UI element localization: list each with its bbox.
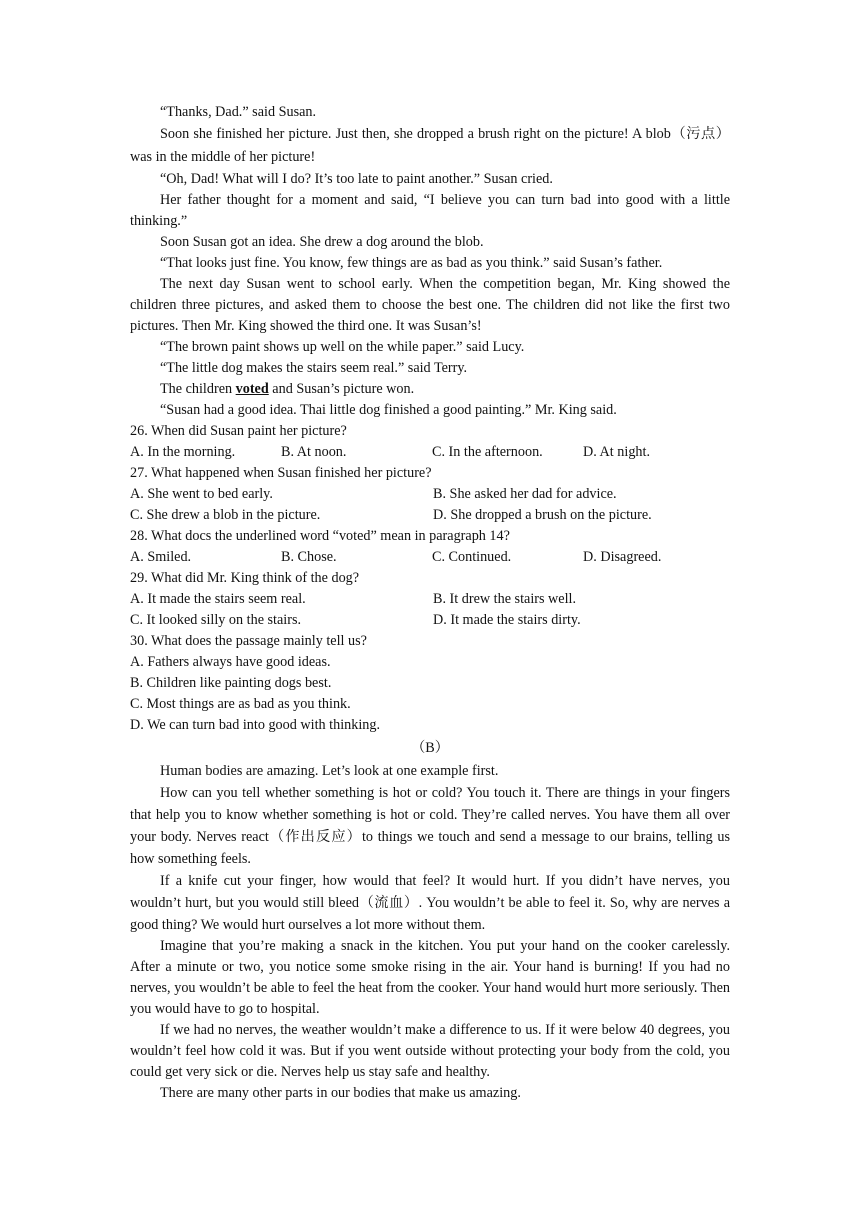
options-29 [130,610,730,631]
options-27 [130,484,730,505]
paragraph: Imagine that you’re making a snack in the kitchen. You put your hand on the cooker carelessly. After a minute or two, you notice some smoke rising in the air. Your hand is burning! If you had no nerves, you wouldn’t be able to feel the heat from the cooker. Your hand would hurt more seriously. Then you would have to go to hospital. [130,938,730,1017]
paragraph: Soon Susan got an idea. She drew a dog around the blob. [160,234,484,250]
option-d: D. She dropped a brush on the picture. [433,507,652,523]
option-b: B. She asked her dad for advice. [433,486,617,502]
document-body [130,102,730,1104]
question-30: 30. What does the passage mainly tell us? [130,633,367,649]
question-27: 27. What happened when Susan finished her picture? [130,465,432,481]
option-b: B. It drew the stairs well. [433,591,577,607]
paragraph: Her father thought for a moment and said, “I believe you can turn bad into good with a little thinking.” [130,192,730,229]
text-span: and Susan’s picture won. [268,381,415,397]
paragraph: “Susan had a good idea. Thai little dog finished a good painting.” Mr. King said. [160,402,617,418]
paragraph: Human bodies are amazing. Let’s look at one example first. [160,763,499,779]
paragraph: “That looks just fine. You know, few things are as bad as you think.” said Susan’s father. [160,255,663,271]
paragraph: The next day Susan went to school early. When the competition began, Mr. King showed the children three pictures, and asked them to choose the best one. The children did not like the first two pictures. Then Mr. King showed the third one. It was Susan’s! [130,276,730,334]
option-a: A. In the morning. [130,444,236,460]
option-c: C. Most things are as bad as you think. [130,696,351,712]
question-26: 26. When did Susan paint her picture? [130,423,347,439]
option-d: D. We can turn bad into good with thinking. [130,717,380,733]
option-c: C. It looked silly on the stairs. [130,612,302,628]
paragraph: “The little dog makes the stairs seem real.” said Terry. [160,360,468,376]
option-a: A. It made the stairs seem real. [130,591,306,607]
options-27 [130,505,730,526]
option-a: A. She went to bed early. [130,486,273,502]
paragraph: There are many other parts in our bodies that make us amazing. [160,1085,521,1101]
option-c: C. In the afternoon. [432,444,543,460]
paragraph: If a knife cut your finger, how would that feel? It would hurt. If you didn’t have nerves, you wouldn’t hurt, but you would still bleed（流血）. You wouldn’t be able to feel it. So, why are nerves a good thing? We would hurt ourselves a lot more without them. [130,873,730,933]
paragraph: If we had no nerves, the weather wouldn’t make a difference to us. If it were below 40 degrees, you wouldn’t feel how cold it was. But if you went outside without protecting your body from the cold, you could get very sick or die. Nerves help us stay safe and healthy. [130,1022,730,1080]
options-28 [130,547,730,568]
question-28: 28. What docs the underlined word “voted” mean in paragraph 14? [130,528,510,544]
options-26 [130,442,730,463]
paragraph: How can you tell whether something is hot or cold? You touch it. There are things in your fingers that help you to know whether something is hot or cold. They’re called nerves. You have them all over your body. Nerves react（作出反应）to things we touch and send a message to our brains, telling us how something feels. [130,785,730,867]
option-d: D. At night. [583,444,651,460]
paragraph [130,379,730,400]
question-29: 29. What did Mr. King think of the dog? [130,570,360,586]
option-a: A. Fathers always have good ideas. [130,654,331,670]
underlined-word: voted [235,381,269,397]
option-d: D. Disagreed. [583,549,662,565]
option-b: B. At noon. [281,444,347,460]
text-span: The children [160,381,236,397]
option-c: C. Continued. [432,549,512,565]
paragraph: Soon she finished her picture. Just then, she dropped a brush right on the picture! A blob（污点）was in the middle of her picture! [130,126,730,165]
section-heading-b: （B） [411,740,449,756]
option-b: B. Children like painting dogs best. [130,675,332,691]
option-d: D. It made the stairs dirty. [433,612,581,628]
paragraph: “Oh, Dad! What will I do? It’s too late to paint another.” Susan cried. [160,171,553,187]
options-29 [130,589,730,610]
option-c: C. She drew a blob in the picture. [130,507,321,523]
option-a: A. Smiled. [130,549,192,565]
option-b: B. Chose. [281,549,337,565]
paragraph: “The brown paint shows up well on the while paper.” said Lucy. [160,339,525,355]
paragraph: “Thanks, Dad.” said Susan. [160,104,317,120]
